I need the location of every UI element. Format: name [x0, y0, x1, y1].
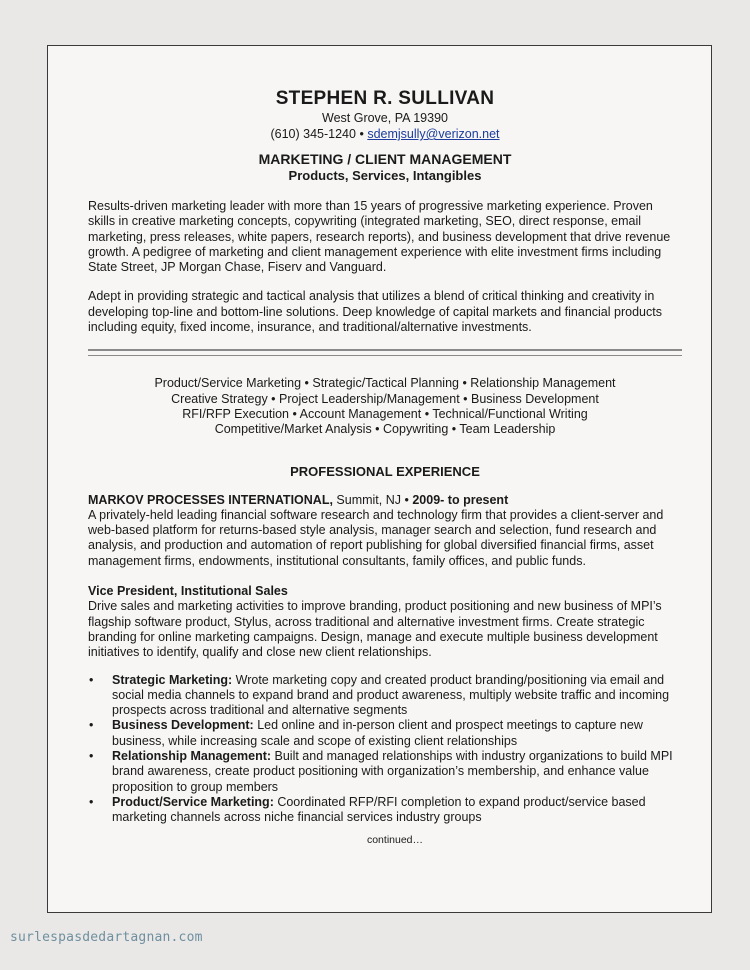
company-description: A privately-held leading financial software research and technology firm that provides a client-server and web-based platform for returns-based style analysis, manager search and selection, fund research and analysis, and production and automation of report publishing for global diversified financial firms, asset management firms, endowments, institutional consultants, family offices, and public funds. [88, 507, 664, 568]
skills-line: Competitive/Market Analysis • Copywriting • Team Leadership [214, 422, 556, 437]
summary-paragraph-1: Results-driven marketing leader with more than 15 years of progressive marketing experience. Proven skills in creative marketing concepts, copywriting (integrated marketing, SEO, direct response, email marketing, press releases, white papers, research reports), and business development that drive revenue growth. A pedigree of marketing and client management experience with elite investment firms including State Street, JP Morgan Chase, Fiserv and Vanguard. [88, 199, 671, 275]
resume-content [88, 88, 682, 846]
company-dates: 2009- to present [412, 492, 509, 507]
bullet-label: Business Development: [112, 718, 254, 733]
skills-line: RFI/RFP Execution • Account Management • Technical/Functional Writing [182, 406, 588, 421]
candidate-location: West Grove, PA 19390 [322, 111, 448, 125]
bullet-text: Wrote marketing copy and created product branding/positioning via email and social media channels to expand brand and product awareness, multiply website traffic and incoming prospects across traditional and alternative segments [112, 672, 670, 718]
company-name: MARKOV PROCESSES INTERNATIONAL, [88, 492, 333, 507]
bullet-text: Coordinated RFP/RFI completion to expand product/service based marketing channels across niche financial services industry groups [112, 794, 646, 825]
site-watermark: surlespasdedartagnan.com [10, 930, 203, 945]
resume-page [47, 45, 712, 913]
list-item [88, 718, 682, 749]
contact-line [88, 126, 682, 142]
bullet-label: Product/Service Marketing: [112, 794, 274, 809]
bullet-text: Built and managed relationships with industry organizations to build MPI brand awareness, create product positioning with organization’s membership, and enhance value proposition to group members [112, 749, 673, 794]
bullet-text: Led online and in-person client and prospect meetings to capture new business, while increasing scale and scope of existing client relationships [112, 718, 643, 748]
email-link[interactable]: sdemjsully@verizon.net [367, 127, 500, 141]
role-description: Drive sales and marketing activities to improve branding, product positioning and new business of MPI’s flagship software product, Stylus, across traditional and alternative investment firms. Create strategic branding for online marketing campaigns. Design, manage and execute multiple business development initiatives to identify, qualify and close new client relationships. [88, 599, 662, 660]
company-separator: • [404, 492, 409, 507]
skills-line: Creative Strategy • Project Leadership/Management • Business Development [171, 391, 599, 406]
list-item [88, 673, 682, 719]
section-divider [88, 349, 682, 356]
company-location: Summit, NJ [336, 492, 401, 507]
bullet-label: Strategic Marketing: [112, 672, 233, 687]
contact-separator: • [359, 127, 364, 141]
company-line [88, 493, 682, 508]
bullet-icon: • [89, 672, 94, 687]
bullet-icon: • [89, 749, 94, 764]
phone-number: (610) 345-1240 [270, 127, 356, 141]
summary-paragraph-2: Adept in providing strategic and tactical analysis that utilizes a blend of critical thinking and creativity in developing top-line and bottom-line solutions. Deep knowledge of capital markets and financial products including equity, fixed income, insurance, and traditional/alternative investments. [88, 289, 662, 335]
achievement-list [88, 673, 682, 826]
role-title: Vice President, Institutional Sales [88, 584, 288, 599]
skills-line: Product/Service Marketing • Strategic/Tactical Planning • Relationship Management [154, 376, 616, 391]
bullet-label: Relationship Management: [112, 749, 272, 764]
list-item [88, 749, 682, 795]
candidate-name: STEPHEN R. SULLIVAN [275, 88, 495, 109]
continued-note: continued… [366, 833, 424, 846]
subheadline: Products, Services, Intangibles [288, 168, 482, 183]
headline: MARKETING / CLIENT MANAGEMENT [258, 151, 512, 167]
bullet-icon: • [89, 794, 94, 809]
experience-heading: PROFESSIONAL EXPERIENCE [290, 463, 480, 479]
list-item [88, 795, 682, 826]
skills-block [88, 376, 682, 437]
bullet-icon: • [89, 718, 94, 733]
